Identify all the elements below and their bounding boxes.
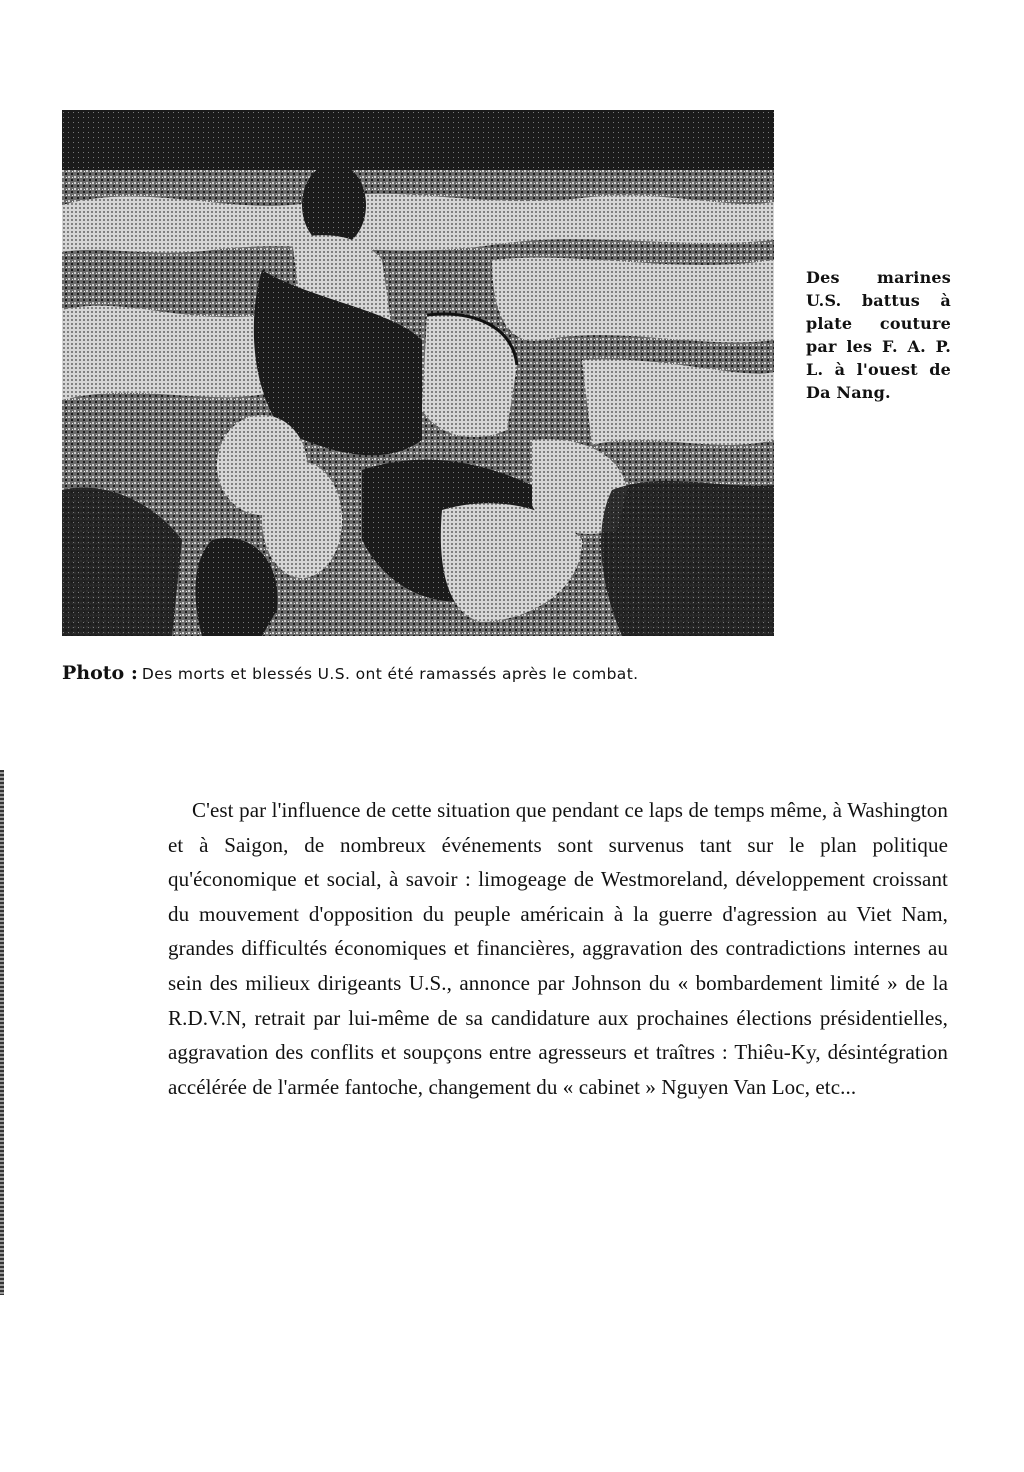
body-paragraph: C'est par l'influence de cette situation que pendant ce laps de temps même, à Washington et à Saigon, de nombreux événements sont survenus tant sur le plan politique qu'économique et social, à savoir : limogeage de Westmoreland, développement croissant du mouvement d'opposition du peuple américain à la guerre d'agression au Viet Nam, grandes difficultés économiques et financières, aggravation des contradictions internes au sein des milieux dirigeants U.S., annonce par Johnson du « bombardement limité » de la R.D.V.N, retrait par lui-même de sa candidature aux prochaines élections présidentielles, aggravation des conflits et soupçons entre agresseurs et traîtres : Thiêu-Ky, désintégration accélérée de l'armée fantoche, changement du « cabinet » Nguyen Van Loc, etc... — [168, 798, 948, 1099]
war-photograph — [62, 110, 774, 636]
page-edge-strip — [0, 770, 4, 1295]
side-caption: Des marines U.S. battus à plate couture par les F. A. P. L. à l'ouest de Da Nang. — [806, 268, 951, 402]
photo-caption — [62, 662, 802, 684]
photo-caption-label: Photo : — [62, 662, 138, 684]
photo-caption-text: Des morts et blessés U.S. ont été ramassés après le combat. — [141, 665, 639, 683]
